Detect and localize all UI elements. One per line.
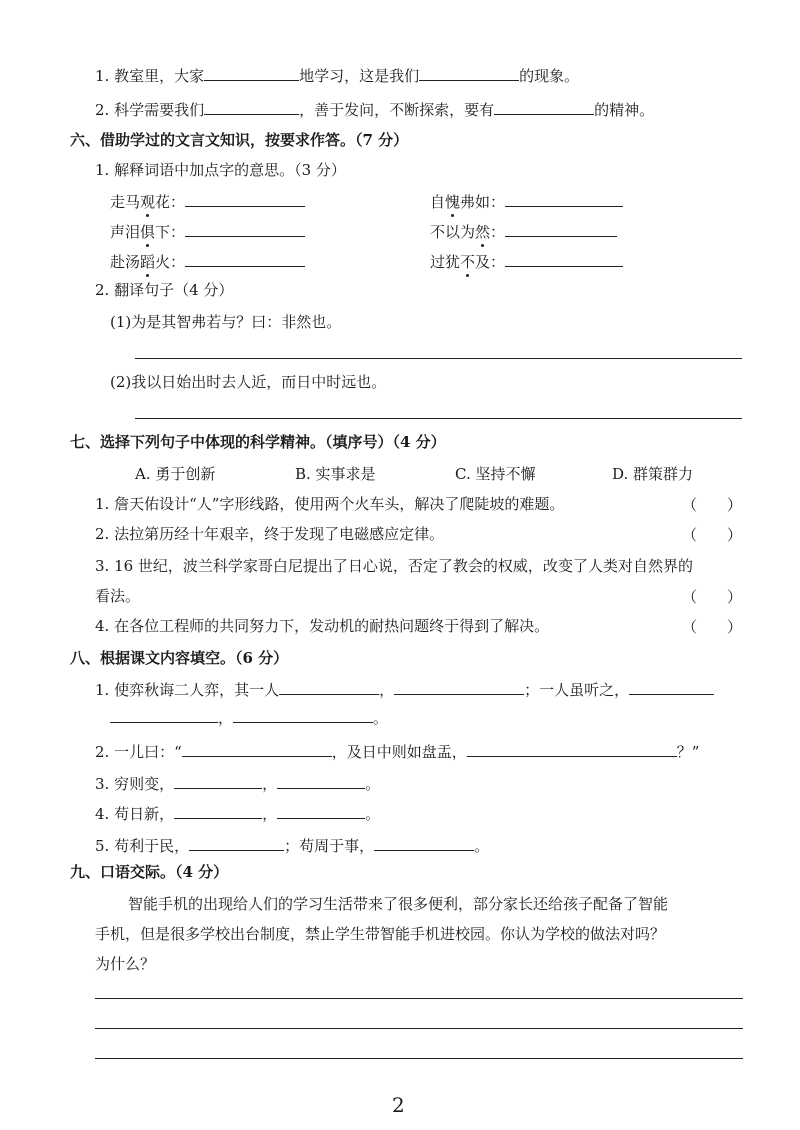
answer-line[interactable]	[95, 1058, 743, 1059]
prompt-paragraph-line-2: 手机，但是很多学校出台制度，禁止学生带智能手机进校园。你认为学校的做法对吗？	[95, 925, 666, 943]
answer-parentheses[interactable]: （ ）	[682, 618, 743, 636]
choice-item-2: 2. 法拉第历经十年艰辛，终于发现了电磁感应定律。	[95, 525, 445, 543]
word-item: 走马观花：	[110, 190, 305, 212]
dotted-char: 俱	[140, 223, 156, 241]
option-d: D. 群策群力	[612, 465, 694, 483]
section8-title: 八、根据课文内容填空。（6 分）	[70, 649, 289, 667]
prompt-paragraph-line-1: 智能手机的出现给人们的学习生活带来了很多便利，部分家长还给孩子配备了智能	[128, 895, 669, 913]
q1-text-b: 地学习，这是我们	[299, 67, 420, 85]
choice-item-1: 1. 詹天佑设计“人”字形线路，使用两个火车头，解决了爬陡坡的难题。	[95, 495, 565, 513]
answer-blank[interactable]	[419, 64, 519, 81]
choice-item-3: 3. 16 世纪，波兰科学家哥白尼提出了日心说，否定了教会的权威，改变了人类对自然界的	[95, 557, 693, 575]
dotted-char: 不	[460, 253, 476, 271]
choice-item-3-cont: 看法。	[95, 587, 141, 605]
answer-line[interactable]	[135, 358, 742, 359]
word-item: 声泪俱下：	[110, 220, 305, 242]
section9-title: 九、口语交际。（4 分）	[70, 863, 229, 881]
answer-blank[interactable]	[185, 220, 305, 237]
answer-blank[interactable]	[467, 740, 677, 757]
section6-sub1: 1. 解释词语中加点字的意思。（3 分）	[95, 161, 346, 179]
answer-blank[interactable]	[174, 772, 262, 789]
dotted-char: 观	[140, 193, 156, 211]
answer-blank[interactable]	[110, 706, 218, 723]
answer-blank[interactable]	[505, 190, 623, 207]
answer-parentheses[interactable]: （ ）	[682, 588, 743, 606]
answer-line[interactable]	[95, 998, 743, 999]
word-item: 赴汤蹈火：	[110, 250, 305, 272]
answer-blank[interactable]	[629, 678, 714, 695]
fill-line-1: 1. 使弈秋诲二人弈，其一人 ， ；一人虽听之，	[95, 678, 714, 700]
section6-title: 六、借助学过的文言文知识，按要求作答。（7 分）	[70, 131, 409, 149]
answer-blank[interactable]	[185, 190, 305, 207]
answer-blank[interactable]	[185, 250, 305, 267]
answer-blank[interactable]	[277, 772, 365, 789]
answer-parentheses[interactable]: （ ）	[682, 526, 743, 544]
dotted-char: 然	[475, 223, 491, 241]
answer-line[interactable]	[95, 1028, 743, 1029]
answer-blank[interactable]	[394, 678, 524, 695]
section6-sub2: 2. 翻译句子（4 分）	[95, 281, 234, 299]
fill-line-2: 2. 一儿曰：“ ，及日中则如盘盂， ？”	[95, 740, 699, 762]
answer-blank[interactable]	[279, 678, 379, 695]
fill-line-5: 5. 苟利于民， ；苟周于事， 。	[95, 834, 489, 856]
q2-text-b: ，善于发问，不断探索，要有	[299, 101, 495, 119]
option-a: A. 勇于创新	[135, 465, 216, 483]
option-b: B. 实事求是	[295, 465, 376, 483]
answer-blank[interactable]	[174, 802, 262, 819]
section7-title: 七、选择下列句子中体现的科学精神。（填序号）（4 分）	[70, 433, 446, 451]
page-number: 2	[392, 1093, 405, 1117]
answer-blank[interactable]	[189, 834, 284, 851]
dotted-char: 蹈	[140, 253, 156, 271]
answer-line[interactable]	[135, 418, 742, 419]
answer-parentheses[interactable]: （ ）	[682, 496, 743, 514]
answer-blank[interactable]	[505, 220, 617, 237]
fill-in-q1	[95, 64, 579, 86]
option-c: C. 坚持不懈	[455, 465, 536, 483]
word-item: 自愧弗如：	[430, 190, 623, 212]
word-item: 不以为然：	[430, 220, 617, 242]
q2-text-c: 的精神。	[594, 101, 655, 119]
answer-blank[interactable]	[277, 802, 365, 819]
fill-line-3: 3. 穷则变， ， 。	[95, 772, 380, 794]
translate-sentence-1: (1)为是其智弗若与？曰：非然也。	[110, 313, 342, 331]
translate-sentence-2: (2)我以日始出时去人近，而日中时远也。	[110, 373, 387, 391]
choice-item-4: 4. 在各位工程师的共同努力下，发动机的耐热问题终于得到了解决。	[95, 617, 550, 635]
answer-blank[interactable]	[204, 64, 299, 81]
dotted-char: 愧	[445, 193, 461, 211]
answer-blank[interactable]	[374, 834, 474, 851]
fill-in-q2	[95, 98, 654, 120]
q2-text-a: 2. 科学需要我们	[95, 101, 205, 119]
answer-blank[interactable]	[505, 250, 623, 267]
answer-blank[interactable]	[182, 740, 332, 757]
answer-blank[interactable]	[204, 98, 299, 115]
q1-text-a: 1. 教室里，大家	[95, 67, 205, 85]
answer-blank[interactable]	[494, 98, 594, 115]
q1-text-c: 的现象。	[519, 67, 580, 85]
fill-line-4: 4. 苟日新， ， 。	[95, 802, 380, 824]
prompt-paragraph-line-3: 为什么？	[95, 955, 156, 973]
fill-line-1-cont: ， 。	[110, 706, 388, 728]
word-item: 过犹不及：	[430, 250, 623, 272]
answer-blank[interactable]	[233, 706, 373, 723]
